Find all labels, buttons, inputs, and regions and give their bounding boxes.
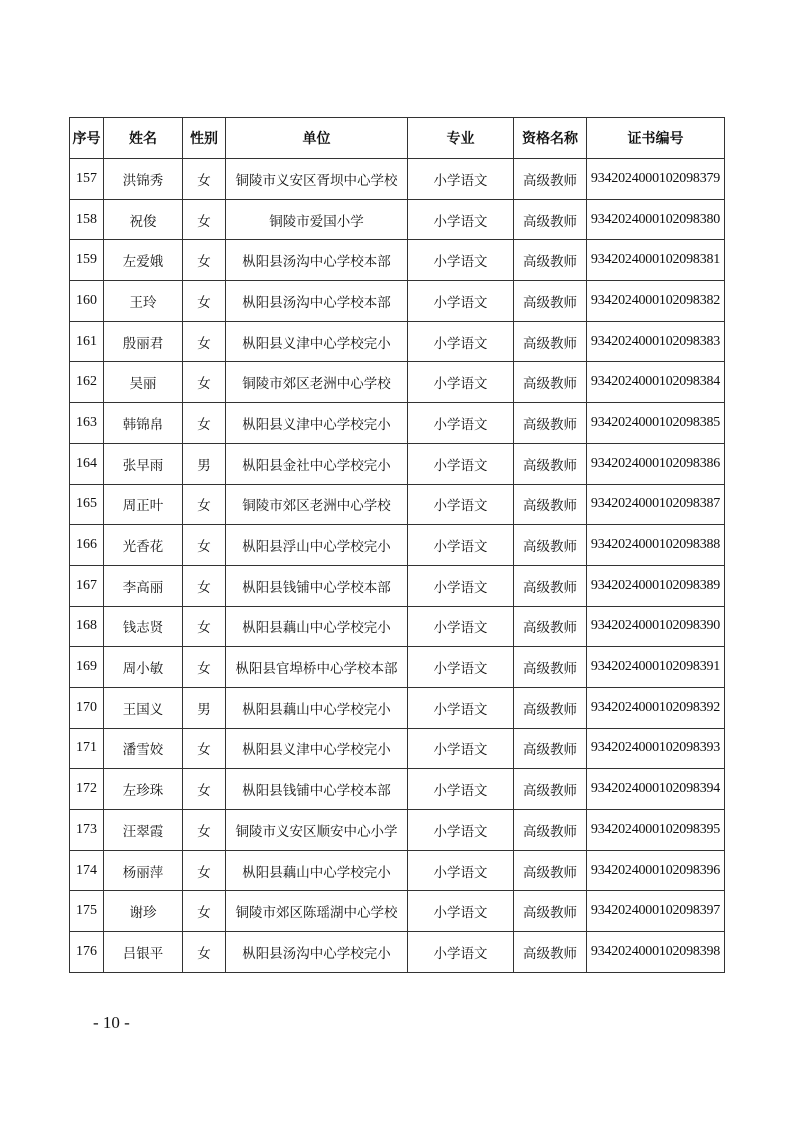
cell-certificate-number: 9342024000102098398	[587, 932, 725, 973]
cell-index: 163	[70, 403, 104, 444]
cell-unit: 铜陵市郊区陈瑶湖中心学校	[226, 891, 408, 932]
cell-index: 174	[70, 850, 104, 891]
cell-certificate-number: 9342024000102098387	[587, 484, 725, 525]
cell-name: 吴丽	[104, 362, 183, 403]
cell-certificate-number: 9342024000102098382	[587, 281, 725, 322]
cell-major: 小学语文	[408, 891, 514, 932]
cell-major: 小学语文	[408, 728, 514, 769]
cell-name: 周正叶	[104, 484, 183, 525]
cell-gender: 女	[183, 850, 226, 891]
cell-major: 小学语文	[408, 606, 514, 647]
table-row	[70, 240, 725, 281]
cell-qualification: 高级教师	[514, 810, 587, 851]
cell-index: 176	[70, 932, 104, 973]
cell-name: 洪锦秀	[104, 159, 183, 200]
cell-gender: 女	[183, 565, 226, 606]
header-unit: 单位	[226, 118, 408, 159]
cell-major: 小学语文	[408, 159, 514, 200]
cell-major: 小学语文	[408, 850, 514, 891]
cell-gender: 女	[183, 403, 226, 444]
cell-name: 张早雨	[104, 443, 183, 484]
cell-index: 170	[70, 687, 104, 728]
cell-qualification: 高级教师	[514, 321, 587, 362]
cell-major: 小学语文	[408, 525, 514, 566]
cell-name: 殷丽君	[104, 321, 183, 362]
cell-name: 光香花	[104, 525, 183, 566]
cell-qualification: 高级教师	[514, 525, 587, 566]
cell-gender: 女	[183, 932, 226, 973]
cell-gender: 女	[183, 281, 226, 322]
cell-gender: 女	[183, 159, 226, 200]
cell-certificate-number: 9342024000102098385	[587, 403, 725, 444]
cell-unit: 铜陵市郊区老洲中心学校	[226, 484, 408, 525]
cell-unit: 枞阳县义津中心学校完小	[226, 728, 408, 769]
cell-name: 王国义	[104, 687, 183, 728]
header-major: 专业	[408, 118, 514, 159]
header-gender: 性别	[183, 118, 226, 159]
cell-gender: 男	[183, 443, 226, 484]
cell-qualification: 高级教师	[514, 362, 587, 403]
cell-name: 谢珍	[104, 891, 183, 932]
header-certificate-number: 证书编号	[587, 118, 725, 159]
cell-unit: 铜陵市郊区老洲中心学校	[226, 362, 408, 403]
cell-gender: 女	[183, 647, 226, 688]
table-row	[70, 728, 725, 769]
table-body	[70, 159, 725, 973]
cell-unit: 枞阳县钱铺中心学校本部	[226, 565, 408, 606]
cell-certificate-number: 93420240001020983​79	[587, 159, 725, 200]
cell-qualification: 高级教师	[514, 484, 587, 525]
cell-index: 173	[70, 810, 104, 851]
cell-certificate-number: 9342024000102098381	[587, 240, 725, 281]
header-qualification: 资格名称	[514, 118, 587, 159]
cell-name: 左珍珠	[104, 769, 183, 810]
cell-name: 汪翠霞	[104, 810, 183, 851]
cell-index: 169	[70, 647, 104, 688]
table-row	[70, 362, 725, 403]
cell-certificate-number: 9342024000102098388	[587, 525, 725, 566]
cell-certificate-number: 9342024000102098391	[587, 647, 725, 688]
cell-certificate-number: 9342024000102098393	[587, 728, 725, 769]
cell-qualification: 高级教师	[514, 443, 587, 484]
cell-unit: 枞阳县义津中心学校完小	[226, 321, 408, 362]
cell-certificate-number: 9342024000102098394	[587, 769, 725, 810]
cell-certificate-number: 9342024000102098386	[587, 443, 725, 484]
cell-certificate-number: 9342024000102098397	[587, 891, 725, 932]
cell-gender: 女	[183, 810, 226, 851]
cell-certificate-number: 9342024000102098392	[587, 687, 725, 728]
cell-qualification: 高级教师	[514, 932, 587, 973]
cell-major: 小学语文	[408, 240, 514, 281]
cell-gender: 女	[183, 321, 226, 362]
cell-name: 左爱娥	[104, 240, 183, 281]
cell-gender: 女	[183, 362, 226, 403]
cell-certificate-number: 9342024000102098384	[587, 362, 725, 403]
cell-name: 周小敏	[104, 647, 183, 688]
cell-unit: 枞阳县汤沟中心学校完小	[226, 932, 408, 973]
cell-certificate-number: 9342024000102098383	[587, 321, 725, 362]
cell-major: 小学语文	[408, 281, 514, 322]
cell-qualification: 高级教师	[514, 240, 587, 281]
table-row	[70, 565, 725, 606]
cell-qualification: 高级教师	[514, 159, 587, 200]
table-row	[70, 606, 725, 647]
page-number: - 10 -	[93, 1013, 130, 1032]
header-name: 姓名	[104, 118, 183, 159]
cell-certificate-number: 934202400010209838​0	[587, 199, 725, 240]
cell-major: 小学语文	[408, 321, 514, 362]
cell-certificate-number: 9342024000102098390	[587, 606, 725, 647]
cell-index: 166	[70, 525, 104, 566]
cell-major: 小学语文	[408, 199, 514, 240]
cell-index: 167	[70, 565, 104, 606]
cell-unit: 枞阳县官埠桥中心学校本部	[226, 647, 408, 688]
table-row	[70, 850, 725, 891]
cell-index: 159	[70, 240, 104, 281]
cell-index: 172	[70, 769, 104, 810]
cell-index: 162	[70, 362, 104, 403]
cell-unit: 枞阳县浮山中心学校完小	[226, 525, 408, 566]
teacher-certificate-table	[69, 117, 725, 973]
table-row	[70, 403, 725, 444]
table-row	[70, 769, 725, 810]
cell-unit: 枞阳县藕山中心学校完小	[226, 606, 408, 647]
cell-index: 161	[70, 321, 104, 362]
table-row	[70, 443, 725, 484]
table-row	[70, 647, 725, 688]
cell-major: 小学语文	[408, 769, 514, 810]
cell-unit: 枞阳县藕山中心学校完小	[226, 850, 408, 891]
cell-qualification: 高级教师	[514, 850, 587, 891]
cell-qualification: 高级教师	[514, 687, 587, 728]
cell-major: 小学语文	[408, 443, 514, 484]
cell-certificate-number: 9342024000102098396	[587, 850, 725, 891]
table-row	[70, 891, 725, 932]
table-header-row	[70, 118, 725, 159]
cell-qualification: 高级教师	[514, 647, 587, 688]
cell-name: 吕银平	[104, 932, 183, 973]
cell-name: 韩锦帛	[104, 403, 183, 444]
cell-gender: 女	[183, 606, 226, 647]
cell-index: 158	[70, 199, 104, 240]
table-row	[70, 281, 725, 322]
table-row	[70, 687, 725, 728]
table-row	[70, 199, 725, 240]
cell-index: 160	[70, 281, 104, 322]
cell-gender: 女	[183, 769, 226, 810]
cell-index: 171	[70, 728, 104, 769]
cell-qualification: 高级教师	[514, 199, 587, 240]
cell-major: 小学语文	[408, 484, 514, 525]
cell-name: 李高丽	[104, 565, 183, 606]
cell-certificate-number: 9342024000102098395	[587, 810, 725, 851]
cell-index: 165	[70, 484, 104, 525]
table-row	[70, 484, 725, 525]
cell-index: 175	[70, 891, 104, 932]
cell-gender: 女	[183, 484, 226, 525]
cell-qualification: 高级教师	[514, 606, 587, 647]
cell-unit: 枞阳县藕山中心学校完小	[226, 687, 408, 728]
cell-name: 钱志贤	[104, 606, 183, 647]
cell-index: 157	[70, 159, 104, 200]
table-row	[70, 810, 725, 851]
cell-unit: 枞阳县钱铺中心学校本部	[226, 769, 408, 810]
cell-index: 168	[70, 606, 104, 647]
cell-name: 祝俊	[104, 199, 183, 240]
cell-major: 小学语文	[408, 647, 514, 688]
cell-unit: 铜陵市义安区顺安中心小学	[226, 810, 408, 851]
cell-major: 小学语文	[408, 932, 514, 973]
cell-qualification: 高级教师	[514, 769, 587, 810]
cell-gender: 女	[183, 199, 226, 240]
cell-certificate-number: 9342024000102098389	[587, 565, 725, 606]
cell-gender: 女	[183, 240, 226, 281]
cell-unit: 枞阳县汤沟中心学校本部	[226, 281, 408, 322]
cell-major: 小学语文	[408, 565, 514, 606]
cell-major: 小学语文	[408, 810, 514, 851]
cell-gender: 女	[183, 525, 226, 566]
table-row	[70, 932, 725, 973]
table-row	[70, 525, 725, 566]
cell-gender: 女	[183, 728, 226, 769]
cell-gender: 男	[183, 687, 226, 728]
table-row	[70, 321, 725, 362]
cell-unit: 枞阳县汤沟中心学校本部	[226, 240, 408, 281]
cell-name: 王玲	[104, 281, 183, 322]
cell-name: 杨丽萍	[104, 850, 183, 891]
cell-qualification: 高级教师	[514, 891, 587, 932]
cell-major: 小学语文	[408, 362, 514, 403]
cell-qualification: 高级教师	[514, 565, 587, 606]
cell-index: 164	[70, 443, 104, 484]
cell-unit: 铜陵市爱国小学	[226, 199, 408, 240]
cell-unit: 铜陵市义安区胥坝中心学校	[226, 159, 408, 200]
cell-gender: 女	[183, 891, 226, 932]
cell-qualification: 高级教师	[514, 281, 587, 322]
cell-unit: 枞阳县义津中心学校完小	[226, 403, 408, 444]
cell-qualification: 高级教师	[514, 403, 587, 444]
table-row	[70, 159, 725, 200]
cell-major: 小学语文	[408, 403, 514, 444]
cell-qualification: 高级教师	[514, 728, 587, 769]
cell-name: 潘雪姣	[104, 728, 183, 769]
cell-major: 小学语文	[408, 687, 514, 728]
header-index: 序号	[70, 118, 104, 159]
cell-unit: 枞阳县金社中心学校完小	[226, 443, 408, 484]
